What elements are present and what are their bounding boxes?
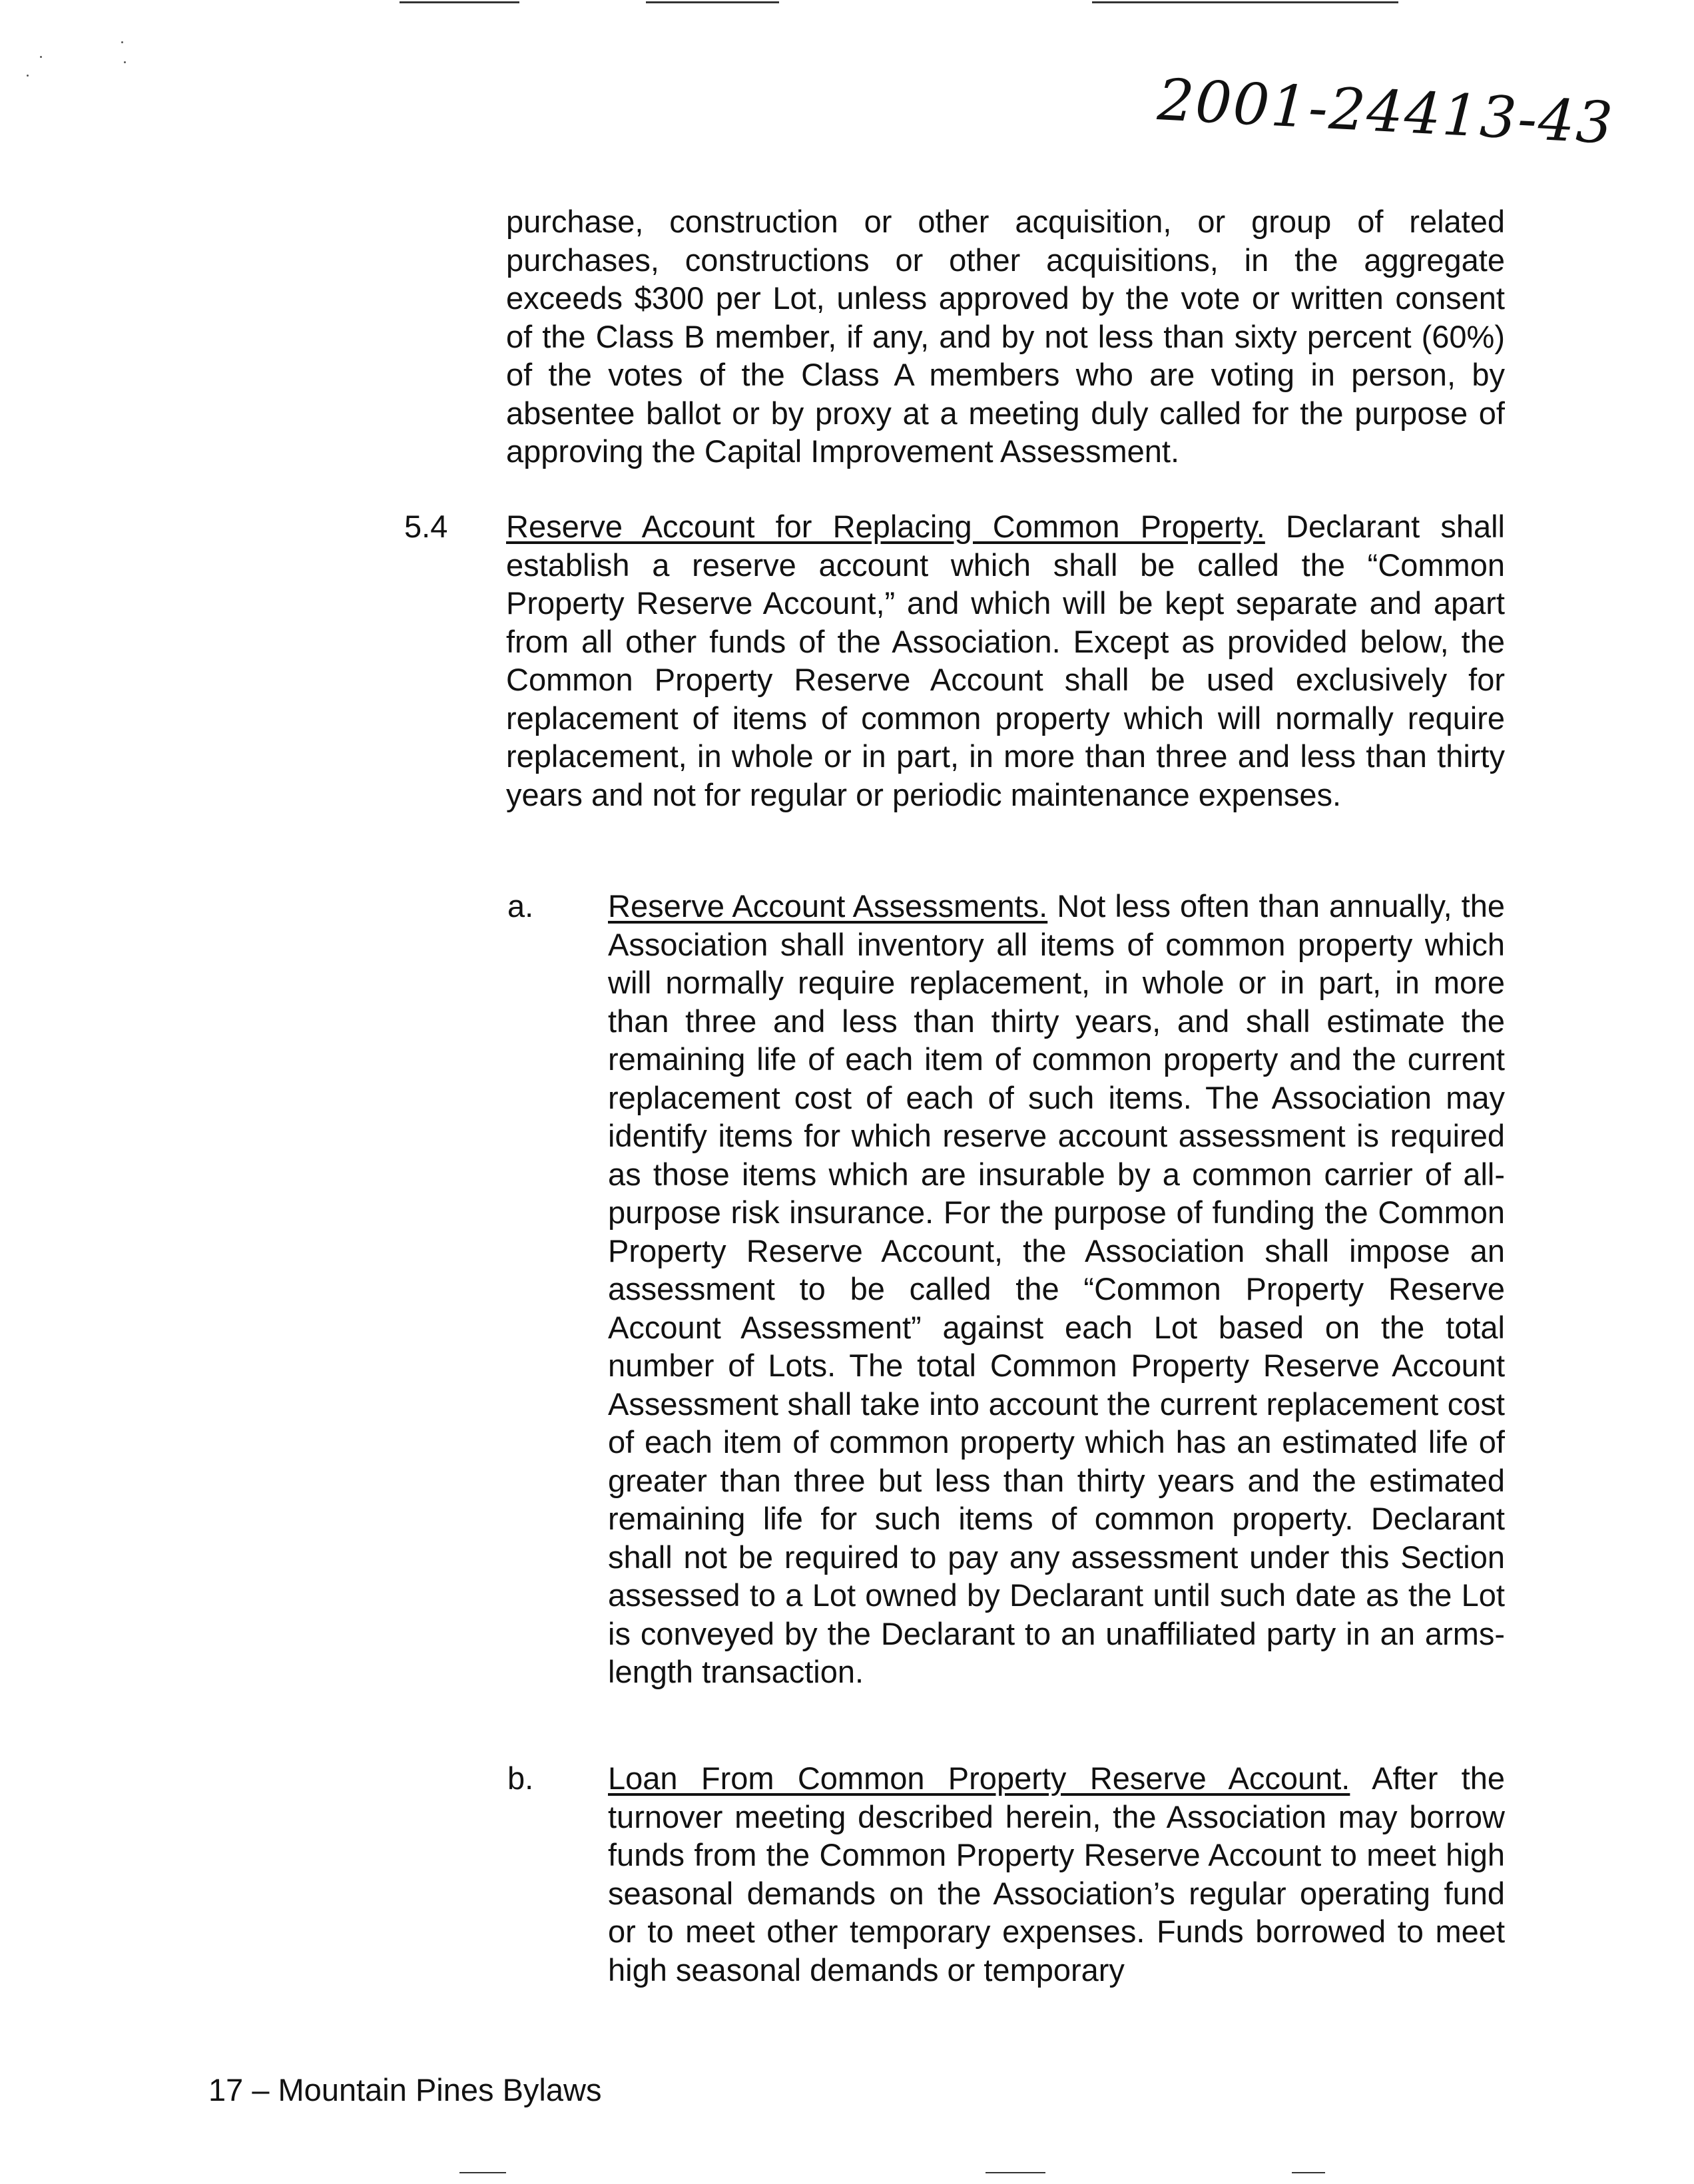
item-a-heading: Reserve Account Assessments. xyxy=(608,888,1048,924)
section-heading: Reserve Account for Replacing Common Property. xyxy=(506,509,1265,544)
section-number: 5.4 xyxy=(404,509,448,544)
item-a-paragraph xyxy=(608,887,1505,1691)
item-a-body: Not less often than annually, the Association shall inventory all items of common property which will normally require replacement, in whole or in part, in more than three and less than thirty years, and shall estimate the remaining life of each item of common property and the current replacement cost of each of such items. The Association may identify items for which reserve account assessment is required as those items which are insurable by a common carrier of all-purpose risk insurance. For the purpose of funding the Common Property Reserve Account, the Association shall impose an assessment to be called the “Common Property Reserve Account Assessment” against each Lot based on the total number of Lots. The total Common Property Reserve Account Assessment shall take into account the current replacement cost of each item of common property which has an estimated life of greater than three but less than thirty years and the estimated remaining life for such items of common property. Declarant shall not be required to pay any assessment under this Section assessed to a Lot owned by Declarant until such date as the Lot is conveyed by the Declarant to an unaffiliated party in an arms-length transaction. xyxy=(608,888,1505,1689)
section-body: Declarant shall establish a reserve account which shall be called the “Common Property Reserve Account,” and which will be kept separate and apart from all other funds of the Association. Except as provided below, the Common Property Reserve Account shall be used exclusively for replacement of items of common property which will normally require replacement, in whole or in part, in more than three and less than thirty years and not for regular or periodic maintenance expenses. xyxy=(506,509,1505,812)
scan-rule xyxy=(646,1,779,3)
item-a-letter: a. xyxy=(507,888,534,924)
item-b-letter: b. xyxy=(507,1761,534,1796)
item-b-paragraph xyxy=(608,1759,1505,1989)
scan-rule xyxy=(1292,2172,1325,2173)
scan-rule xyxy=(1092,1,1398,3)
scan-speck xyxy=(40,56,42,58)
scan-rule xyxy=(400,1,519,3)
section-paragraph xyxy=(506,507,1505,814)
intro-paragraph: purchase, construction or other acquisition, or group of related purchases, constructions or other acquisitions, in the aggregate exceeds $300 per Lot, unless approved by the vote or written consent of the Class B member, if any, and by not less than sixty percent (60%) of the votes of the Class A members who are voting in person, by absentee ballot or by proxy at a meeting duly called for the purpose of approving the Capital Improvement Assessment. xyxy=(506,204,1505,469)
scan-speck xyxy=(121,41,123,43)
scan-rule xyxy=(986,2172,1045,2173)
scan-speck xyxy=(124,61,126,63)
page-footer: 17 – Mountain Pines Bylaws xyxy=(208,2072,602,2107)
handwritten-document-number: 2001-24413-43 xyxy=(1155,67,1616,157)
scan-rule xyxy=(459,2172,506,2173)
item-b-body: After the turnover meeting described herein, the Association may borrow funds from the Common Property Reserve Account to meet high seasonal demands on the Association’s regular operating fund or to meet other temporary expenses. Funds borrowed to meet high seasonal demands or temporary xyxy=(608,1761,1505,1988)
scan-speck xyxy=(27,75,29,77)
item-b-heading: Loan From Common Property Reserve Account. xyxy=(608,1761,1350,1796)
